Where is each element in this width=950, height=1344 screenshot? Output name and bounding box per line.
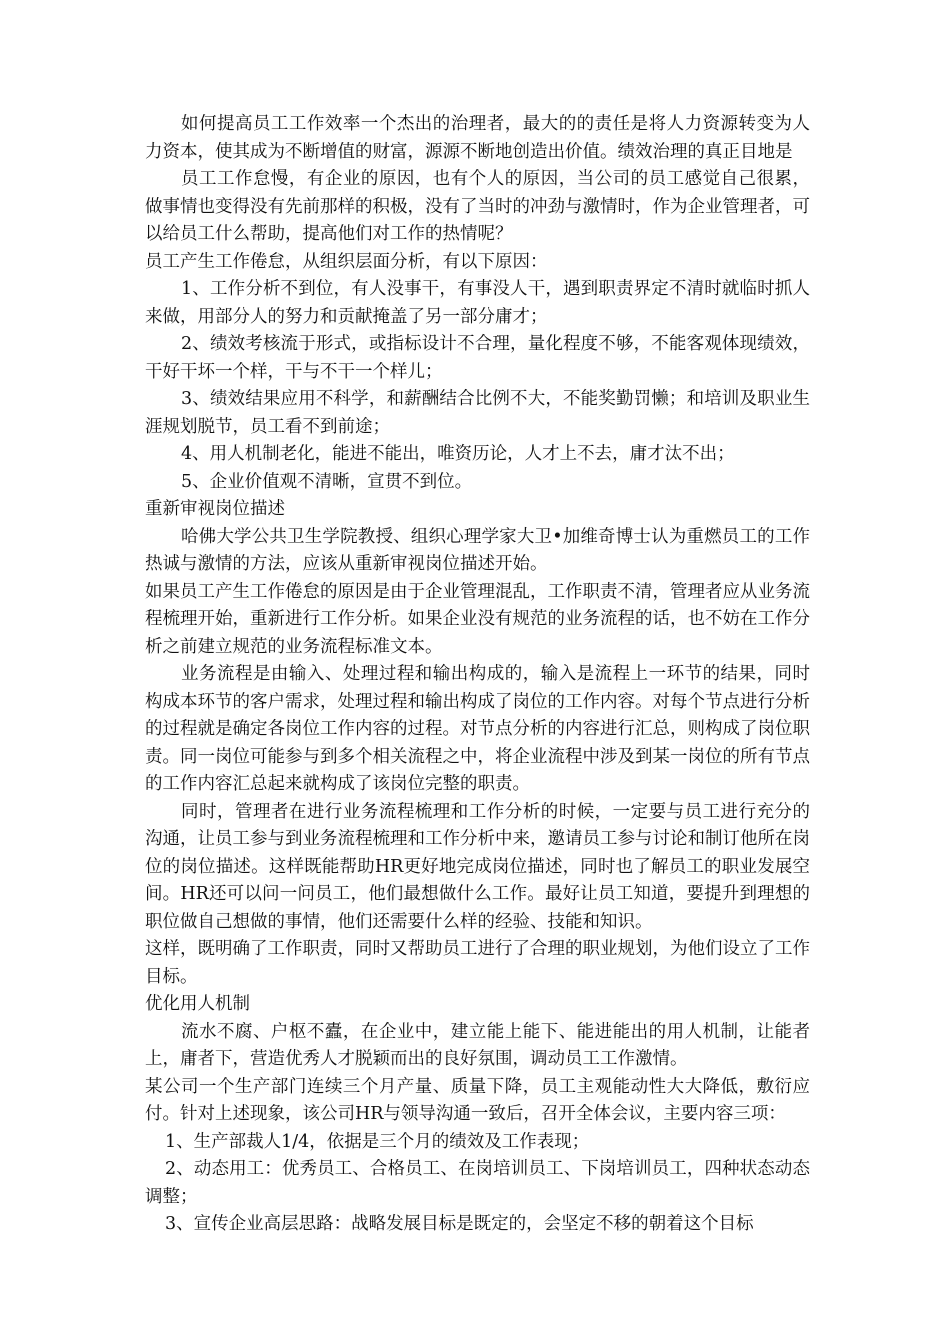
section-heading-staffing: 优化用人机制	[145, 994, 250, 1014]
paragraph-case-study: 某公司一个生产部门连续三个月产量、质量下降，员工主观能动性大大降低，敷衍应付。针对上述现象，该公司HR与领导沟通一致后，召开全体会议，主要内容三项：	[145, 1076, 810, 1124]
paragraph-harvard: 哈佛大学公共卫生学院教授、组织心理学家大卫•加维奇博士认为重燃员工的工作热诚与激情的方法，应该从重新审视岗位描述开始。	[145, 526, 810, 574]
paragraph-staffing-mechanism: 流水不腐、户枢不蠹，在企业中，建立能上能下、能进能出的用人机制，让能者上，庸者下，营造优秀人才脱颖而出的良好氛围，调动员工工作激情。	[145, 1021, 810, 1069]
paragraph-career-planning: 这样，既明确了工作职责，同时又帮助员工进行了合理的职业规划，为他们设立了工作目标。	[145, 939, 810, 987]
paragraph-causes-intro: 员工产生工作倦怠，从组织层面分析，有以下原因：	[145, 251, 548, 272]
list-item-cause-5: 5、企业价值观不清晰，宣贯不到位。	[181, 471, 473, 492]
section-heading-job-description: 重新审视岗位描述	[145, 499, 285, 519]
list-item-measure-1: 1、生产部裁人1/4，依据是三个月的绩效及工作表现；	[165, 1131, 590, 1152]
list-item-measure-2: 2、动态用工：优秀员工、合格员工、在岗培训员工、下岗培训员工，四种状态动态调整；	[145, 1159, 810, 1207]
paragraph-communication: 同时，管理者在进行业务流程梳理和工作分析的时候，一定要与员工进行充分的沟通，让员工参与到业务流程梳理和工作分析中来，邀请员工参与讨论和制订他所在岗位的岗位描述。这样既能帮助HR更好地完成岗位描述，同时也了解员工的职业发展空间。HR还可以问一问员工，他们最想做什么工作。最好让员工知道，要提升到理想的职位做自己想做的事情，他们还需要什么样的经验、技能和知识。	[145, 801, 810, 932]
list-item-measure-3: 3、宣传企业高层思路：战略发展目标是既定的，会坚定不移的朝着这个目标	[165, 1214, 754, 1234]
paragraph-employee-slack: 员工工作怠慢，有企业的原因，也有个人的原因，当公司的员工感觉自己很累，做事情也变得没有先前那样的积极，没有了当时的冲劲与激情时，作为企业管理者，可以给员工什么帮助，提高他们对工作的热情呢？	[145, 169, 810, 244]
paragraph-intro: 如何提高员工工作效率一个杰出的治理者，最大的的责任是将人力资源转变为人力资本，使其成为不断增值的财富，源源不断地创造出价值。绩效治理的真正目地是	[145, 114, 810, 162]
list-item-cause-3: 3、绩效结果应用不科学，和薪酬结合比例不大，不能奖勤罚懒；和培训及职业生涯规划脱节，员工看不到前途；	[145, 389, 810, 437]
list-item-cause-1: 1、工作分析不到位，有人没事干，有事没人干，遇到职责界定不清时就临时抓人来做，用部分人的努力和贡献掩盖了另一部分庸才；	[145, 279, 810, 327]
list-item-cause-4: 4、用人机制老化，能进不能出，唯资历论，人才上不去，庸才汰不出；	[181, 444, 735, 464]
document-body	[145, 111, 810, 1239]
list-item-cause-2: 2、绩效考核流于形式，或指标设计不合理，量化程度不够，不能客观体现绩效，干好干坏一个样，干与不干一个样儿；	[145, 334, 810, 382]
paragraph-process-review: 如果员工产生工作倦怠的原因是由于企业管理混乱，工作职责不清，管理者应从业务流程梳理开始，重新进行工作分析。如果企业没有规范的业务流程的话，也不妨在工作分析之前建立规范的业务流程标准文本。	[145, 581, 810, 657]
paragraph-business-process: 业务流程是由输入、处理过程和输出构成的，输入是流程上一环节的结果，同时构成本环节的客户需求，处理过程和输出构成了岗位的工作内容。对每个节点进行分析的过程就是确定各岗位工作内容的过程。对节点分析的内容进行汇总，则构成了岗位职责。同一岗位可能参与到多个相关流程之中，将企业流程中涉及到某一岗位的所有节点的工作内容汇总起来就构成了该岗位完整的职责。	[145, 664, 810, 794]
